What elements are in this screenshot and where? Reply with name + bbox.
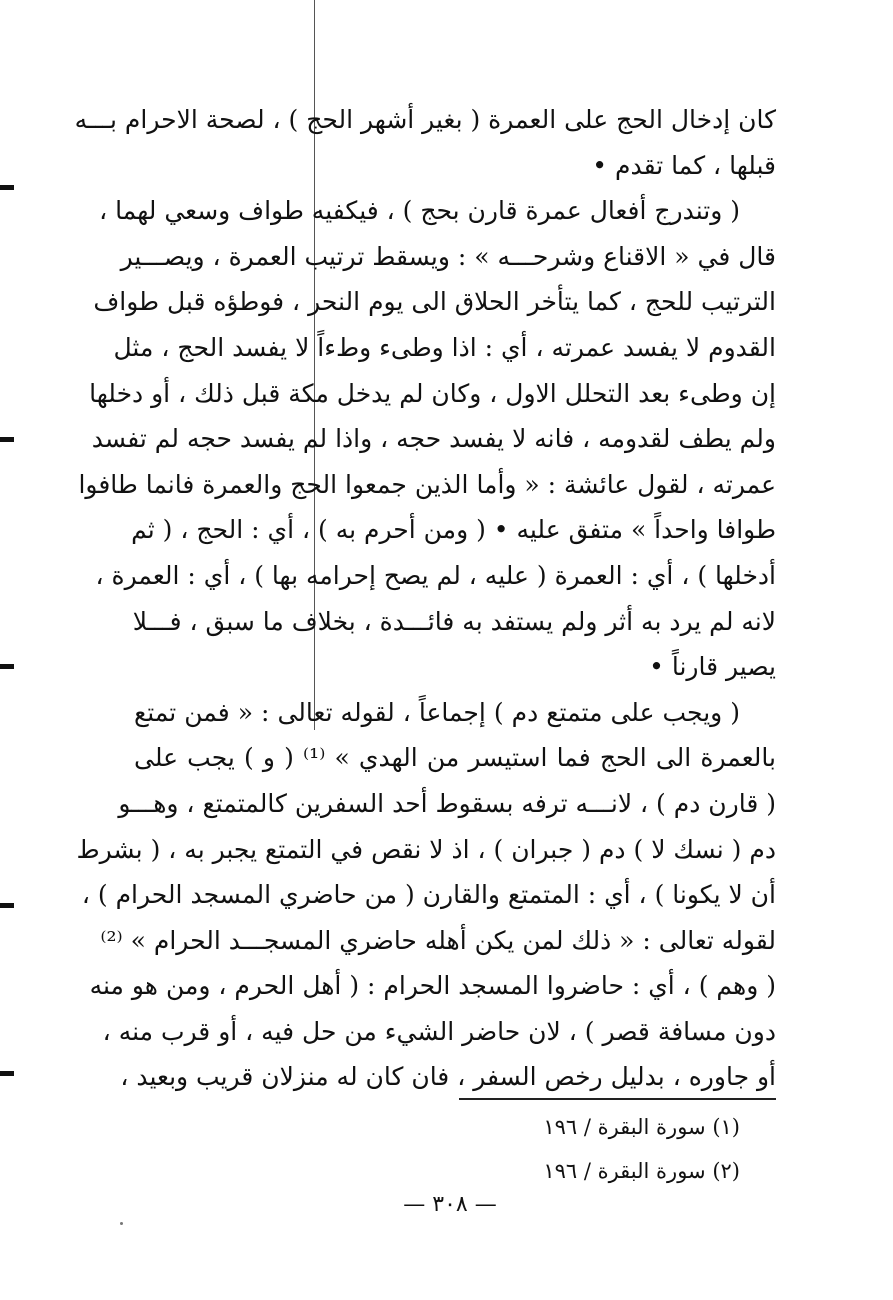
footnote-rule [459, 1098, 776, 1100]
body-text [74, 97, 776, 1100]
text-line: طوافا واحداً » متفق عليه • ( ومن أحرم به ) ، أي : الحج ، ( ثم [131, 515, 776, 545]
text-line: ( ويجب على متمتع دم ) إجماعاً ، لقوله تعالى : « فمن تمتع [134, 697, 740, 727]
text-line: أن لا يكونا ) ، أي : المتمتع والقارن ( من حاضري المسجد الحرام ) ، [81, 880, 776, 910]
text-line: ولم يطف لقدومه ، فانه لا يفسد حجه ، واذا لم يفسد حجه لم تفسد [91, 424, 776, 454]
page-number: — ٣٠٨ — [403, 1192, 497, 1217]
text-line: يصير قارناً • [649, 652, 776, 682]
margin-mark [0, 1071, 14, 1076]
text-line: ( وهم ) ، أي : حاضروا المسجد الحرام : ( أهل الحرم ، ومن هو منه [89, 971, 776, 1001]
footnote: (٢) سورة البقرة / ١٩٦ [543, 1159, 740, 1183]
margin-mark [0, 185, 14, 190]
text-line: كان إدخال الحج على العمرة ( بغير أشهر الحج ) ، لصحة الاحرام بـــه [74, 105, 776, 134]
text-line: قال في « الاقناع وشرحـــه » : ويسقط ترتيب العمرة ، ويصـــير [120, 241, 776, 271]
text-line: الترتيب للحج ، كما يتأخر الحلاق الى يوم النحر ، فوطؤه قبل طواف [93, 287, 776, 317]
text-line: ( وتندرج أفعال عمرة قارن بحج ) ، فيكفيه طواف وسعي لهما ، [99, 196, 740, 226]
text-line: ( قارن دم ) ، لانـــه ترفه بسقوط أحد السفرين كالمتمتع ، وهـــو [118, 788, 776, 818]
text-line: قبلها ، كما تقدم • [592, 150, 776, 180]
scan-speck [120, 1222, 123, 1225]
footnote: (١) سورة البقرة / ١٩٦ [543, 1115, 740, 1139]
text-line: بالعمرة الى الحج فما استيسر من الهدي » ⁽¹⁾ ( و ) يجب على [134, 743, 776, 773]
text-line: دم ( نسك لا ) دم ( جبران ) ، اذ لا نقص في التمتع يجبر به ، ( بشرط [76, 834, 776, 864]
margin-mark [0, 903, 14, 908]
margin-mark [0, 664, 14, 669]
text-line: دون مسافة قصر ) ، لان حاضر الشيء من حل فيه ، أو قرب منه ، [102, 1016, 776, 1046]
margin-mark [0, 437, 14, 442]
text-line: عمرته ، لقول عائشة : « وأما الذين جمعوا الحج والعمرة فانما طافوا [78, 469, 776, 499]
text-line: أدخلها ) ، أي : العمرة ( عليه ، لم يصح إحرامه بها ) ، أي : العمرة ، [95, 560, 776, 590]
text-line: إن وطىء بعد التحلل الاول ، وكان لم يدخل مكة قبل ذلك ، أو دخلها [89, 378, 776, 408]
text-line: القدوم لا يفسد عمرته ، أي : اذا وطىء وطءاً لا يفسد الحج ، مثل [113, 332, 776, 362]
text-line: أو جاوره ، بدليل رخص السفر ، فان كان له منزلان قريب وبعيد ، [120, 1062, 776, 1092]
text-line: لانه لم يرد به أثر ولم يستفد به فائـــدة ، بخلاف ما سبق ، فـــلا [132, 606, 776, 636]
text-line: لقوله تعالى : « ذلك لمن يكن أهله حاضري المسجـــد الحرام » ⁽²⁾ [100, 925, 776, 955]
footnotes [420, 1105, 740, 1193]
